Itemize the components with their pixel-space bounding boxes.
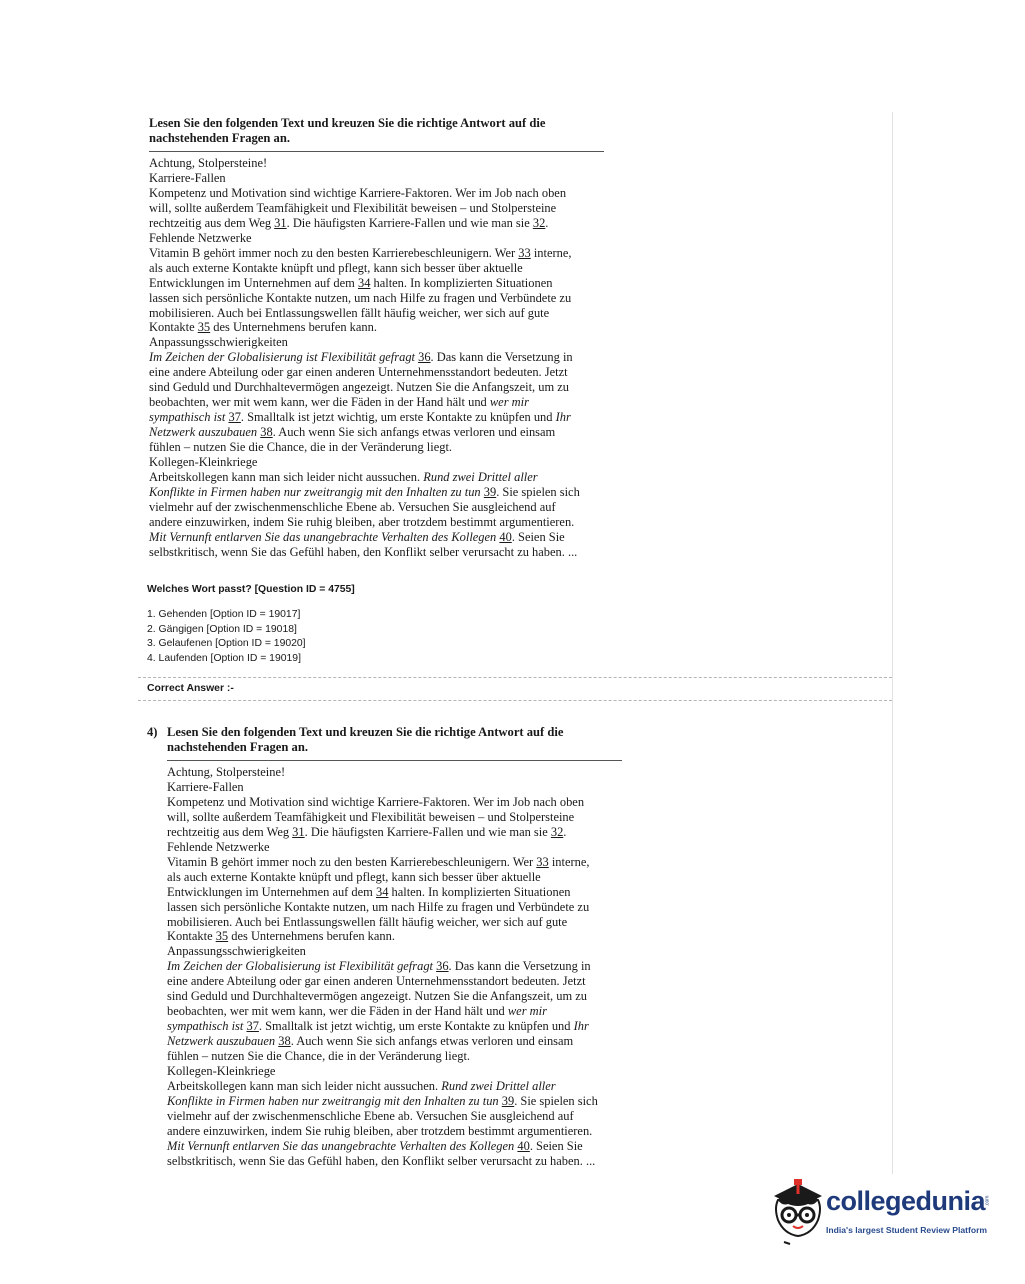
italic-phrase: Mit Vernunft entlarven Sie das unangebrachte Verhalten des Kollegen xyxy=(149,529,497,544)
italic-phrase: wer mir xyxy=(489,395,529,410)
passage-line: Arbeitskollegen kann man sich leider nicht aussuchen. Rund zwei Drittel aller xyxy=(149,470,538,485)
answer-option[interactable]: 2. Gängigen [Option ID = 19018] xyxy=(147,623,297,635)
question-4-block xyxy=(167,725,622,1169)
italic-phrase: Im Zeichen der Globalisierung ist Flexibilität gefragt xyxy=(167,959,433,974)
passage-line: Achtung, Stolpersteine! xyxy=(149,156,268,170)
passage-line: vielmehr auf der zwischenmenschliche Ebene ab. Versuchen Sie ausgleichend auf xyxy=(149,499,556,514)
passage-line: Entwicklungen im Unternehmen auf dem 34 halten. In komplizierten Situationen xyxy=(167,884,571,899)
passage-line: sympathisch ist 37. Smalltalk ist jetzt wichtig, um erste Kontakte zu knüpfen und Ihr xyxy=(149,410,571,425)
italic-phrase: Rund zwei Drittel aller xyxy=(423,470,538,485)
reading-passage xyxy=(167,765,622,1169)
passage-line: selbstkritisch, wenn Sie das Gefühl haben, den Konflikt selber verursacht zu haben. ... xyxy=(167,1153,596,1168)
passage-line: Karriere-Fallen xyxy=(167,779,244,794)
passage-line: Konflikte in Firmen haben nur zweitrangig mit den Inhalten zu tun 39. Sie spielen sich xyxy=(149,484,580,499)
answer-option[interactable]: 4. Laufenden [Option ID = 19019] xyxy=(147,652,301,664)
passage-line: rechtzeitig aus dem Weg 31. Die häufigsten Karriere-Fallen und wie man sie 32. xyxy=(149,215,549,230)
blank-number: 40 xyxy=(499,529,512,544)
blank-number: 33 xyxy=(518,245,531,260)
italic-phrase: Konflikte in Firmen haben nur zweitrangig mit den Inhalten zu tun xyxy=(167,1093,499,1108)
answer-option[interactable]: 3. Gelaufenen [Option ID = 19020] xyxy=(147,638,306,650)
question-number: 4) xyxy=(147,725,158,739)
logo-tagline: India's largest Student Review Platform xyxy=(826,1225,988,1235)
passage-line: Im Zeichen der Globalisierung ist Flexibilität gefragt 36. Das kann die Versetzung in xyxy=(167,959,591,974)
passage-line: will, sollte außerdem Teamfähigkeit und Flexibilität beweisen – und Stolpersteine xyxy=(167,809,575,824)
italic-phrase: Netzwerk auszubauen xyxy=(167,1034,276,1049)
logo-wordmark: collegedunia xyxy=(826,1186,986,1216)
passage-line: mobilisieren. Auch bei Entlassungswellen fällt häufig weicher, wer sich auf gute xyxy=(149,305,550,320)
logo-suffix: .com xyxy=(984,1195,991,1207)
passage-line: beobachten, wer mit wem kann, wer die Fäden in der Hand hält und wer mir xyxy=(167,1004,547,1019)
passage-line: lassen sich persönliche Kontakte nutzen, um nach Hilfe zu fragen und Verbündete zu xyxy=(167,899,590,914)
italic-phrase: Im Zeichen der Globalisierung ist Flexibilität gefragt xyxy=(149,350,415,365)
italic-phrase: sympathisch ist xyxy=(167,1019,244,1034)
blank-number: 32 xyxy=(550,824,564,839)
italic-phrase: Rund zwei Drittel aller xyxy=(441,1079,556,1094)
instruction-heading: Lesen Sie den folgenden Text und kreuzen Sie die richtige Antwort auf die nachstehenden Fragen an. xyxy=(149,116,604,152)
passage-line: Kompetenz und Motivation sind wichtige Karriere-Faktoren. Wer im Job nach oben xyxy=(149,185,567,200)
passage-line: rechtzeitig aus dem Weg 31. Die häufigsten Karriere-Fallen und wie man sie 32. xyxy=(167,824,567,839)
passage-line: mobilisieren. Auch bei Entlassungswellen fällt häufig weicher, wer sich auf gute xyxy=(167,914,568,929)
passage-line: Fehlende Netzwerke xyxy=(167,839,270,854)
passage-line: Anpassungsschwierigkeiten xyxy=(167,944,306,959)
blank-number: 34 xyxy=(357,275,371,290)
blank-number: 37 xyxy=(228,410,241,425)
passage-line: Arbeitskollegen kann man sich leider nicht aussuchen. Rund zwei Drittel aller xyxy=(167,1079,556,1094)
passage-line: eine andere Abteilung oder gar einen anderen Unternehmensstandort bedeuten. Jetzt xyxy=(167,974,586,989)
passage-line: Vitamin B gehört immer noch zu den besten Karrierebeschleunigern. Wer 33 interne, xyxy=(167,854,590,869)
correct-answer-label: Correct Answer :- xyxy=(147,683,234,694)
passage-line: Netzwerk auszubauen 38. Auch wenn Sie sich anfangs etwas verloren und einsam xyxy=(149,425,556,440)
instruction-heading: Lesen Sie den folgenden Text und kreuzen Sie die richtige Antwort auf die nachstehenden Fragen an. xyxy=(167,725,622,761)
passage-line: beobachten, wer mit wem kann, wer die Fäden in der Hand hält und wer mir xyxy=(149,395,529,410)
passage-line: selbstkritisch, wenn Sie das Gefühl haben, den Konflikt selber verursacht zu haben. ... xyxy=(149,544,578,559)
passage-line: Kontakte 35 des Unternehmens berufen kann. xyxy=(149,320,377,335)
reading-passage xyxy=(149,156,604,560)
passage-line: Mit Vernunft entlarven Sie das unangebrachte Verhalten des Kollegen 40. Seien Sie xyxy=(149,529,565,544)
blank-number: 33 xyxy=(536,854,549,869)
passage-line: Konflikte in Firmen haben nur zweitrangig mit den Inhalten zu tun 39. Sie spielen sich xyxy=(167,1093,598,1108)
blank-number: 36 xyxy=(436,959,449,974)
blank-number: 38 xyxy=(278,1034,291,1049)
blank-number: 32 xyxy=(532,215,546,230)
blank-number: 38 xyxy=(260,425,273,440)
italic-phrase: sympathisch ist xyxy=(149,410,226,425)
answer-option[interactable]: 1. Gehenden [Option ID = 19017] xyxy=(147,609,301,620)
blank-number: 34 xyxy=(375,884,389,899)
question-3-block xyxy=(149,116,604,560)
passage-line: Vitamin B gehört immer noch zu den besten Karrierebeschleunigern. Wer 33 interne, xyxy=(149,245,572,260)
passage-line: Fehlende Netzwerke xyxy=(149,230,252,245)
blank-number: 39 xyxy=(483,484,497,499)
passage-line: Kompetenz und Motivation sind wichtige Karriere-Faktoren. Wer im Job nach oben xyxy=(167,794,585,809)
blank-number: 37 xyxy=(246,1019,259,1034)
passage-line: Im Zeichen der Globalisierung ist Flexibilität gefragt 36. Das kann die Versetzung in xyxy=(149,350,573,365)
section-divider xyxy=(138,677,892,678)
passage-line: sind Geduld und Durchhaltevermögen angezeigt. Nutzen Sie die Anfangszeit, um zu xyxy=(149,380,569,395)
italic-phrase: wer mir xyxy=(507,1004,547,1019)
mascot-icon xyxy=(768,1178,826,1248)
passage-line: Anpassungsschwierigkeiten xyxy=(149,335,288,350)
passage-line: vielmehr auf der zwischenmenschliche Ebene ab. Versuchen Sie ausgleichend auf xyxy=(167,1108,574,1123)
passage-line: sympathisch ist 37. Smalltalk ist jetzt wichtig, um erste Kontakte zu knüpfen und Ihr xyxy=(167,1019,589,1034)
blank-number: 31 xyxy=(292,824,305,839)
passage-line: andere einzuwirken, indem Sie ruhig bleiben, aber trotzdem bestimmt argumentieren. xyxy=(149,514,575,529)
passage-line: Kollegen-Kleinkriege xyxy=(167,1064,276,1079)
blank-number: 39 xyxy=(501,1093,515,1108)
passage-line: eine andere Abteilung oder gar einen anderen Unternehmensstandort bedeuten. Jetzt xyxy=(149,365,568,380)
collegedunia-logo xyxy=(768,1178,998,1248)
italic-phrase: Mit Vernunft entlarven Sie das unangebrachte Verhalten des Kollegen xyxy=(167,1138,515,1153)
italic-phrase: Konflikte in Firmen haben nur zweitrangig mit den Inhalten zu tun xyxy=(149,484,481,499)
passage-line: andere einzuwirken, indem Sie ruhig bleiben, aber trotzdem bestimmt argumentieren. xyxy=(167,1123,593,1138)
page-right-border xyxy=(892,112,893,1174)
passage-line: fühlen – nutzen Sie die Chance, die in der Veränderung liegt. xyxy=(167,1049,471,1064)
passage-line: Karriere-Fallen xyxy=(149,170,226,185)
blank-number: 35 xyxy=(215,929,229,944)
passage-line: als auch externe Kontakte knüpft und pflegt, kann sich besser über aktuelle xyxy=(167,869,541,884)
blank-number: 40 xyxy=(517,1138,530,1153)
passage-line: Mit Vernunft entlarven Sie das unangebrachte Verhalten des Kollegen 40. Seien Sie xyxy=(167,1138,583,1153)
blank-number: 31 xyxy=(274,215,287,230)
italic-phrase: Netzwerk auszubauen xyxy=(149,425,258,440)
passage-line: als auch externe Kontakte knüpft und pflegt, kann sich besser über aktuelle xyxy=(149,260,523,275)
passage-line: sind Geduld und Durchhaltevermögen angezeigt. Nutzen Sie die Anfangszeit, um zu xyxy=(167,989,587,1004)
question-title: Welches Wort passt? [Question ID = 4755] xyxy=(147,584,355,595)
passage-line: Netzwerk auszubauen 38. Auch wenn Sie sich anfangs etwas verloren und einsam xyxy=(167,1034,574,1049)
italic-phrase: Ihr xyxy=(555,410,571,425)
passage-line: Kollegen-Kleinkriege xyxy=(149,455,258,470)
passage-line: Kontakte 35 des Unternehmens berufen kann. xyxy=(167,929,395,944)
answer-options-list xyxy=(147,608,306,666)
passage-line: Achtung, Stolpersteine! xyxy=(167,765,286,779)
blank-number: 36 xyxy=(418,350,431,365)
section-divider xyxy=(138,700,892,701)
passage-line: lassen sich persönliche Kontakte nutzen, um nach Hilfe zu fragen und Verbündete zu xyxy=(149,290,572,305)
passage-line: fühlen – nutzen Sie die Chance, die in der Veränderung liegt. xyxy=(149,440,453,455)
passage-line: will, sollte außerdem Teamfähigkeit und Flexibilität beweisen – und Stolpersteine xyxy=(149,200,557,215)
blank-number: 35 xyxy=(197,320,211,335)
passage-line: Entwicklungen im Unternehmen auf dem 34 halten. In komplizierten Situationen xyxy=(149,275,553,290)
italic-phrase: Ihr xyxy=(573,1019,589,1034)
